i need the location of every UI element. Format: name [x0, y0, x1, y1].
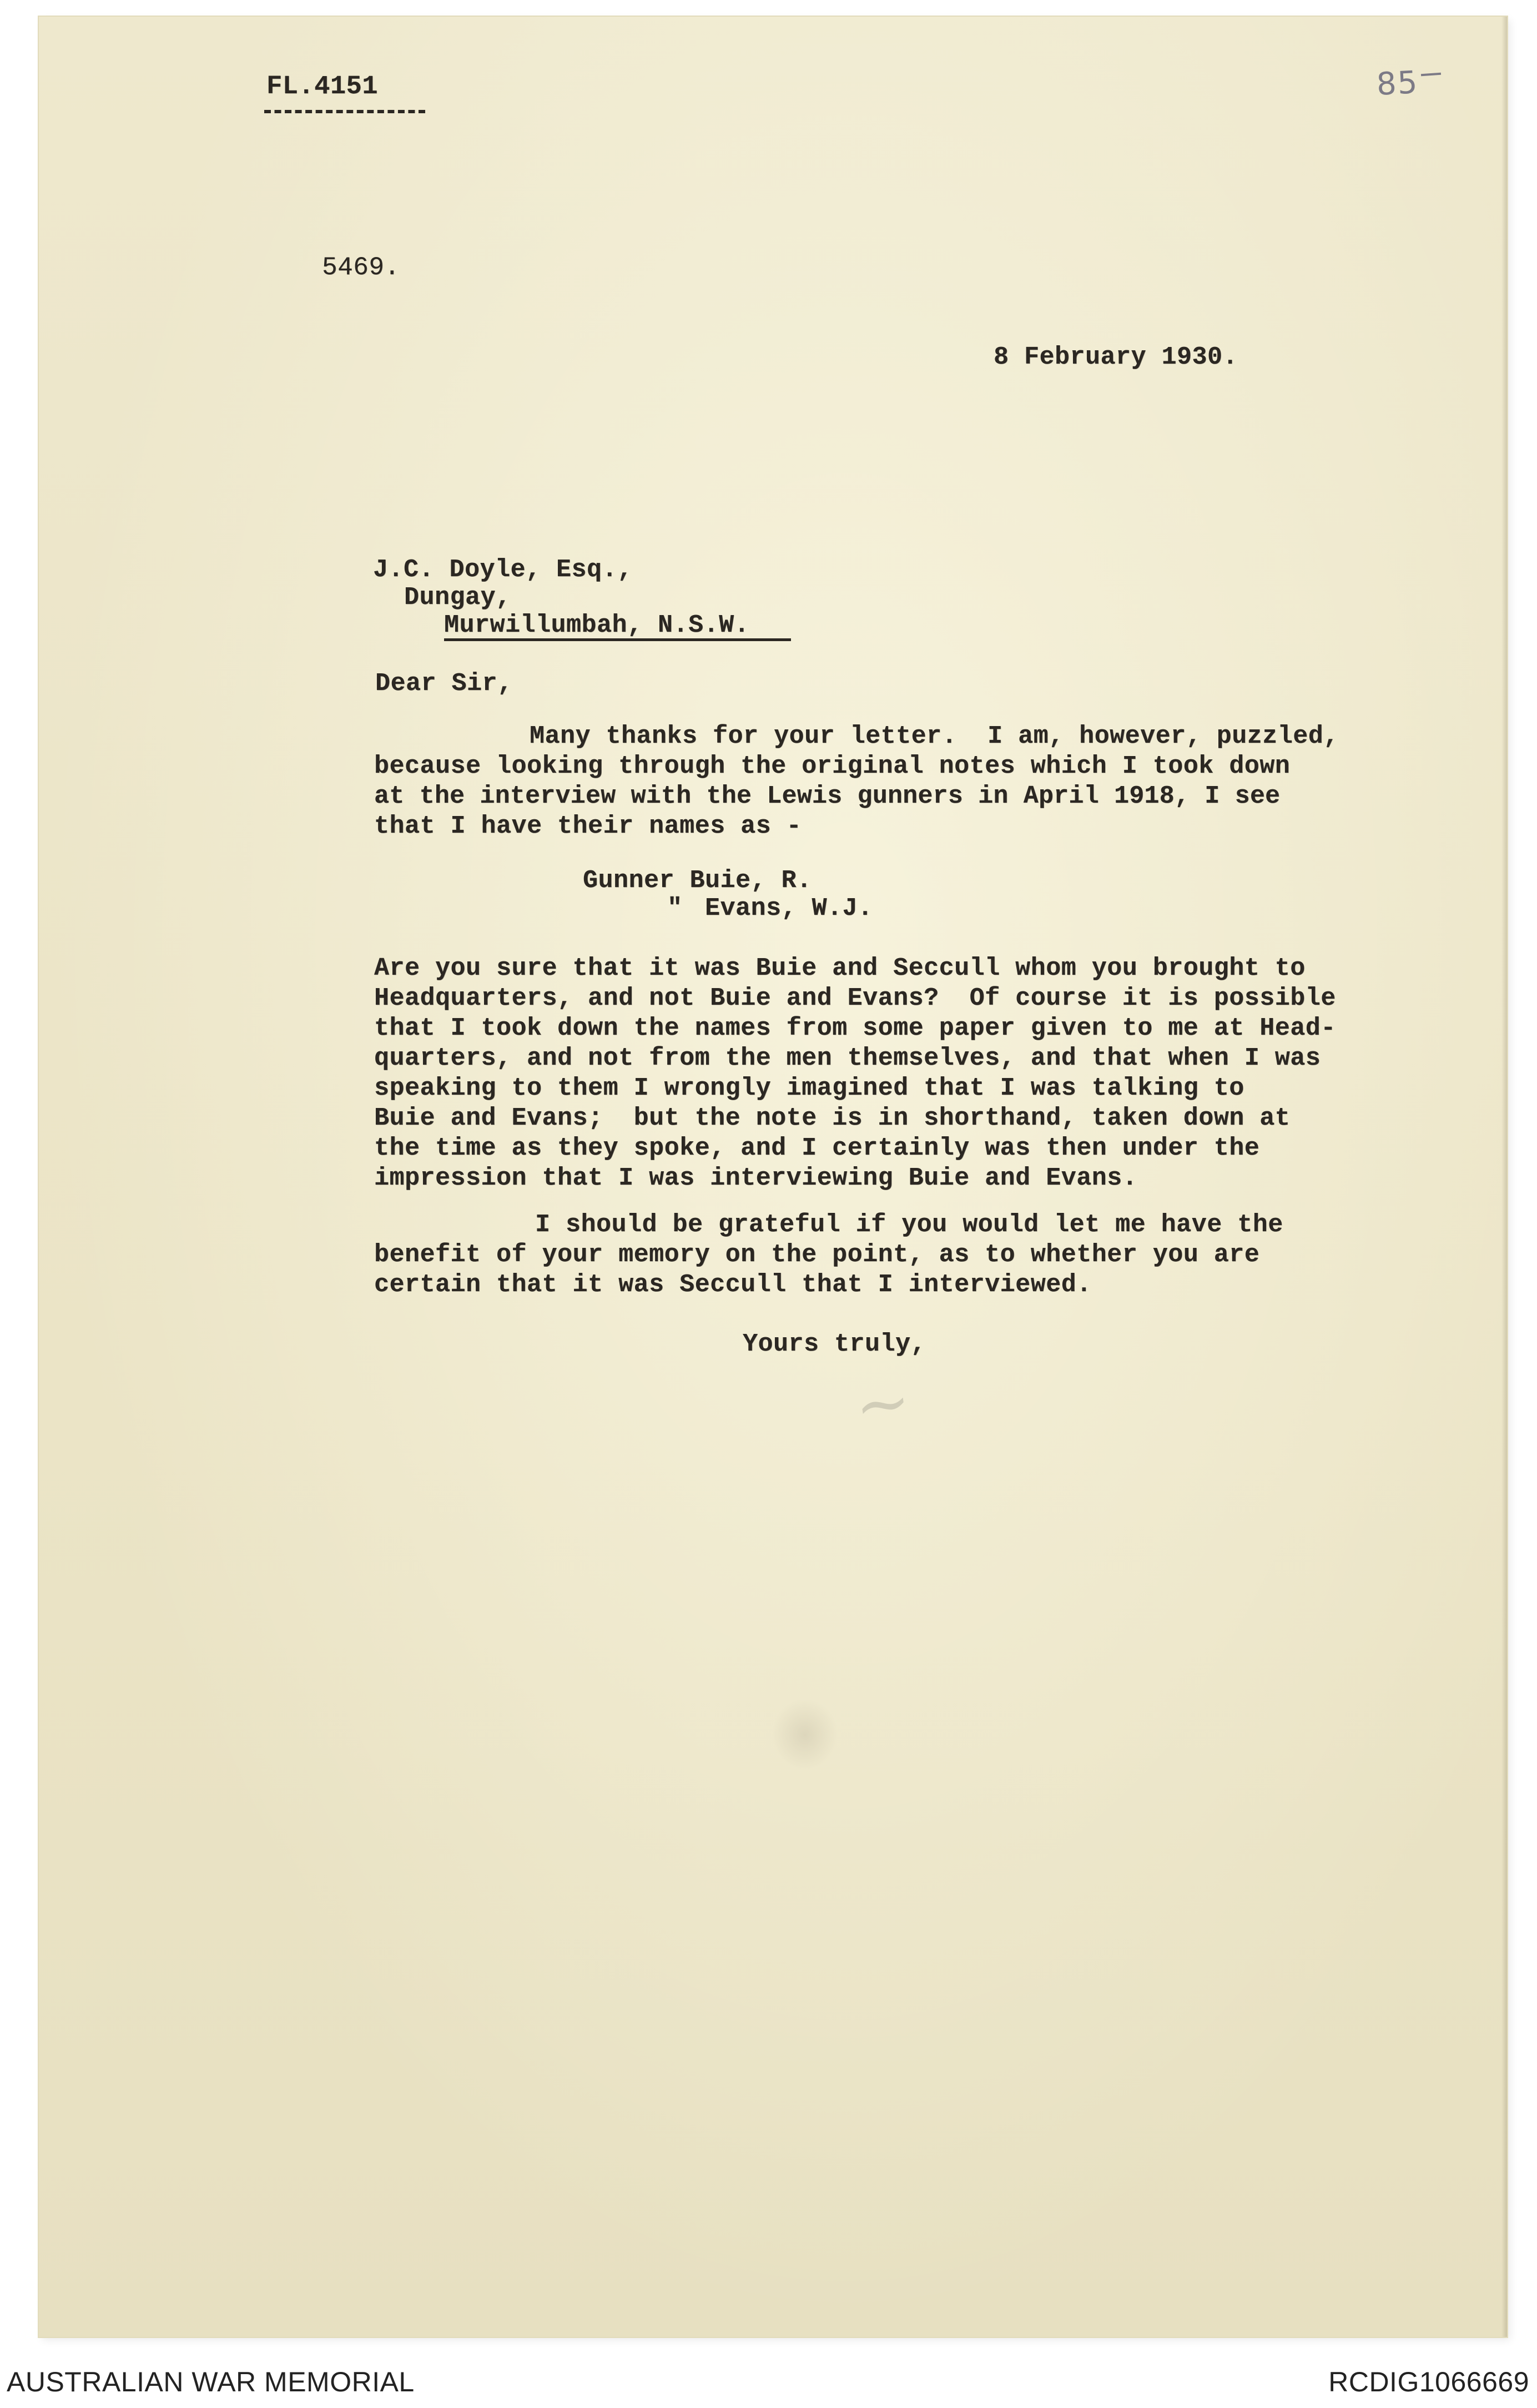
- paper-smudge: [772, 1699, 838, 1771]
- paragraph-3-line: benefit of your memory on the point, as to whether you are: [374, 1241, 1260, 1269]
- addressee-town: Murwillumbah, N.S.W.: [444, 611, 750, 639]
- addressee-town-underline: [444, 638, 791, 641]
- paragraph-3-line: certain that it was Seccull that I interviewed.: [374, 1271, 1092, 1299]
- faint-pencil-mark: ~: [849, 1362, 916, 1447]
- paragraph-3: [374, 1210, 1479, 1300]
- gunner-name-1: Gunner Buie, R.: [583, 867, 812, 895]
- reference-code: FL.4151: [266, 72, 378, 102]
- addressee-locality: Dungay,: [404, 583, 511, 612]
- salutation: Dear Sir,: [375, 669, 513, 698]
- paragraph-2: [374, 954, 1479, 1193]
- paragraph-1-line: Many thanks for your letter. I am, however, puzzled,: [530, 722, 1339, 750]
- addressee-name: J.C. Doyle, Esq.,: [373, 556, 633, 584]
- paper-edge-shadow: [1501, 17, 1507, 2337]
- paragraph-2-line: Are you sure that it was Buie and Seccull whom you brought to: [374, 954, 1306, 983]
- file-number: 5469.: [322, 253, 400, 282]
- paragraph-1-line: at the interview with the Lewis gunners in April 1918, I see: [374, 782, 1281, 810]
- paragraph-3-line: I should be grateful if you would let me have the: [535, 1211, 1283, 1239]
- footer-catalogue-id: RCDIG1066669: [1328, 2366, 1529, 2397]
- paragraph-2-line: Buie and Evans; but the note is in shorthand, taken down at: [374, 1104, 1291, 1132]
- reference-code-underline: [264, 110, 425, 113]
- paragraph-1: [374, 722, 1479, 842]
- paragraph-1-line: because looking through the original notes which I took down: [374, 752, 1291, 780]
- footer-institution: AUSTRALIAN WAR MEMORIAL: [7, 2366, 415, 2397]
- paragraph-2-line: the time as they spoke, and I certainly was then under the: [374, 1134, 1260, 1162]
- paragraph-2-line: speaking to them I wrongly imagined that I was talking to: [374, 1074, 1244, 1102]
- paragraph-1-line: that I have their names as -: [374, 812, 802, 840]
- gunner-name-2: Evans, W.J.: [705, 894, 873, 923]
- paragraph-2-line: that I took down the names from some paper given to me at Head-: [374, 1014, 1336, 1042]
- letter-date: 8 February 1930.: [994, 343, 1238, 371]
- paragraph-2-line: Headquarters, and not Buie and Evans? Of course it is possible: [374, 984, 1336, 1012]
- paragraph-2-line: impression that I was interviewing Buie and Evans.: [374, 1164, 1138, 1192]
- closing-line: Yours truly,: [743, 1330, 926, 1358]
- handwritten-page-number: 85: [1375, 64, 1419, 103]
- ditto-mark: ": [667, 894, 683, 923]
- paragraph-2-line: quarters, and not from the men themselves, and that when I was: [374, 1044, 1321, 1072]
